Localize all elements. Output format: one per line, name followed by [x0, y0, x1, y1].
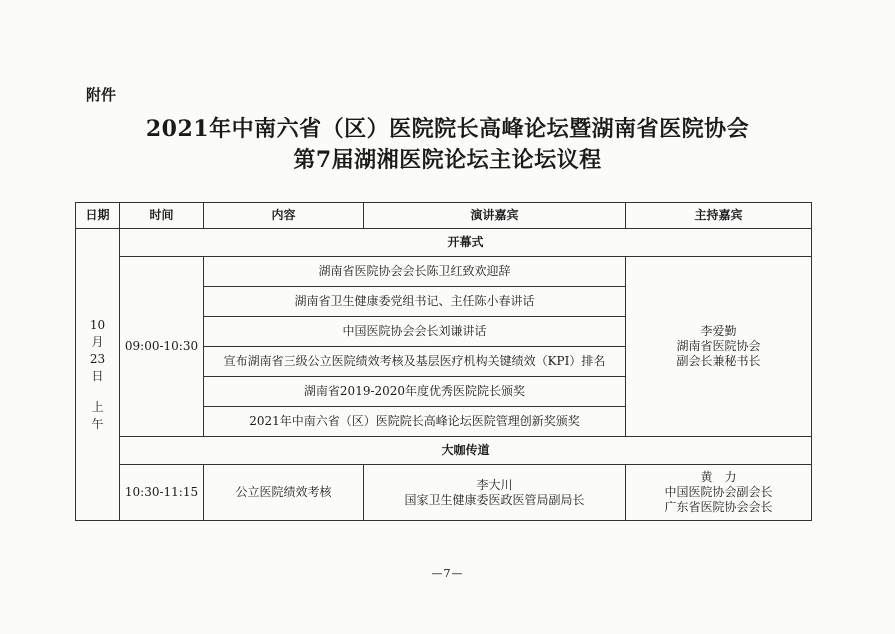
date-month-char: 月 [91, 334, 104, 349]
agenda-item-1: 湖南省医院协会会长陈卫红致欢迎辞 [204, 257, 626, 287]
speaker2-title: 国家卫生健康委医政医管局副局长 [404, 492, 585, 507]
agenda-item-5: 湖南省2019-2020年度优秀医院院长颁奖 [204, 377, 626, 407]
header-host: 主持嘉宾 [626, 203, 812, 229]
agenda-row [76, 257, 812, 287]
date-cell [76, 229, 120, 521]
agenda-table [75, 202, 812, 521]
section-title-opening: 开幕式 [120, 229, 812, 257]
document-title-line2: 第7届湖湘医院论坛主论坛议程 [293, 147, 602, 173]
agenda-row [76, 465, 812, 521]
date-month-number: 10 [89, 317, 106, 332]
content-cell-2: 公立医院绩效考核 [204, 465, 364, 521]
host2-name: 黄 力 [700, 470, 737, 484]
agenda-item-4: 宣布湖南省三级公立医院绩效考核及基层医疗机构关键绩效（KPI）排名 [204, 347, 626, 377]
host1-name: 李爱勤 [700, 324, 737, 338]
page-number: —7— [431, 567, 464, 580]
header-date: 日期 [76, 203, 120, 229]
header-speaker: 演讲嘉宾 [364, 203, 626, 229]
section-row-masters [76, 437, 812, 465]
host-cell-2 [626, 465, 812, 521]
header-content: 内容 [204, 203, 364, 229]
date-period-2: 午 [91, 416, 104, 431]
section-title-masters: 大咖传道 [120, 437, 812, 465]
host2-title2: 广东省医院协会会长 [664, 500, 773, 514]
header-time: 时间 [120, 203, 204, 229]
speaker2-name: 李大川 [476, 477, 513, 492]
date-period-1: 上 [91, 399, 104, 414]
host1-title: 副会长兼秘书长 [676, 354, 761, 368]
time-cell-1: 09:00-10:30 [120, 257, 204, 437]
speaker-cell-2 [364, 465, 626, 521]
section-row-opening [76, 229, 812, 257]
attachment-label: 附件 [86, 86, 117, 104]
document-title-line1: 2021年中南六省（区）医院院长高峰论坛暨湖南省医院协会 [145, 116, 750, 142]
host1-org: 湖南省医院协会 [676, 339, 761, 353]
agenda-item-6: 2021年中南六省（区）医院院长高峰论坛医院管理创新奖颁奖 [204, 407, 626, 437]
agenda-item-2: 湖南省卫生健康委党组书记、主任陈小春讲话 [204, 287, 626, 317]
agenda-item-3: 中国医院协会会长刘谦讲话 [204, 317, 626, 347]
host-cell-1 [626, 257, 812, 437]
table-header-row [76, 203, 812, 229]
time-cell-2: 10:30-11:15 [120, 465, 204, 521]
date-day-number: 23 [89, 351, 106, 366]
date-day-char: 日 [91, 368, 104, 383]
host2-title1: 中国医院协会副会长 [664, 485, 773, 499]
